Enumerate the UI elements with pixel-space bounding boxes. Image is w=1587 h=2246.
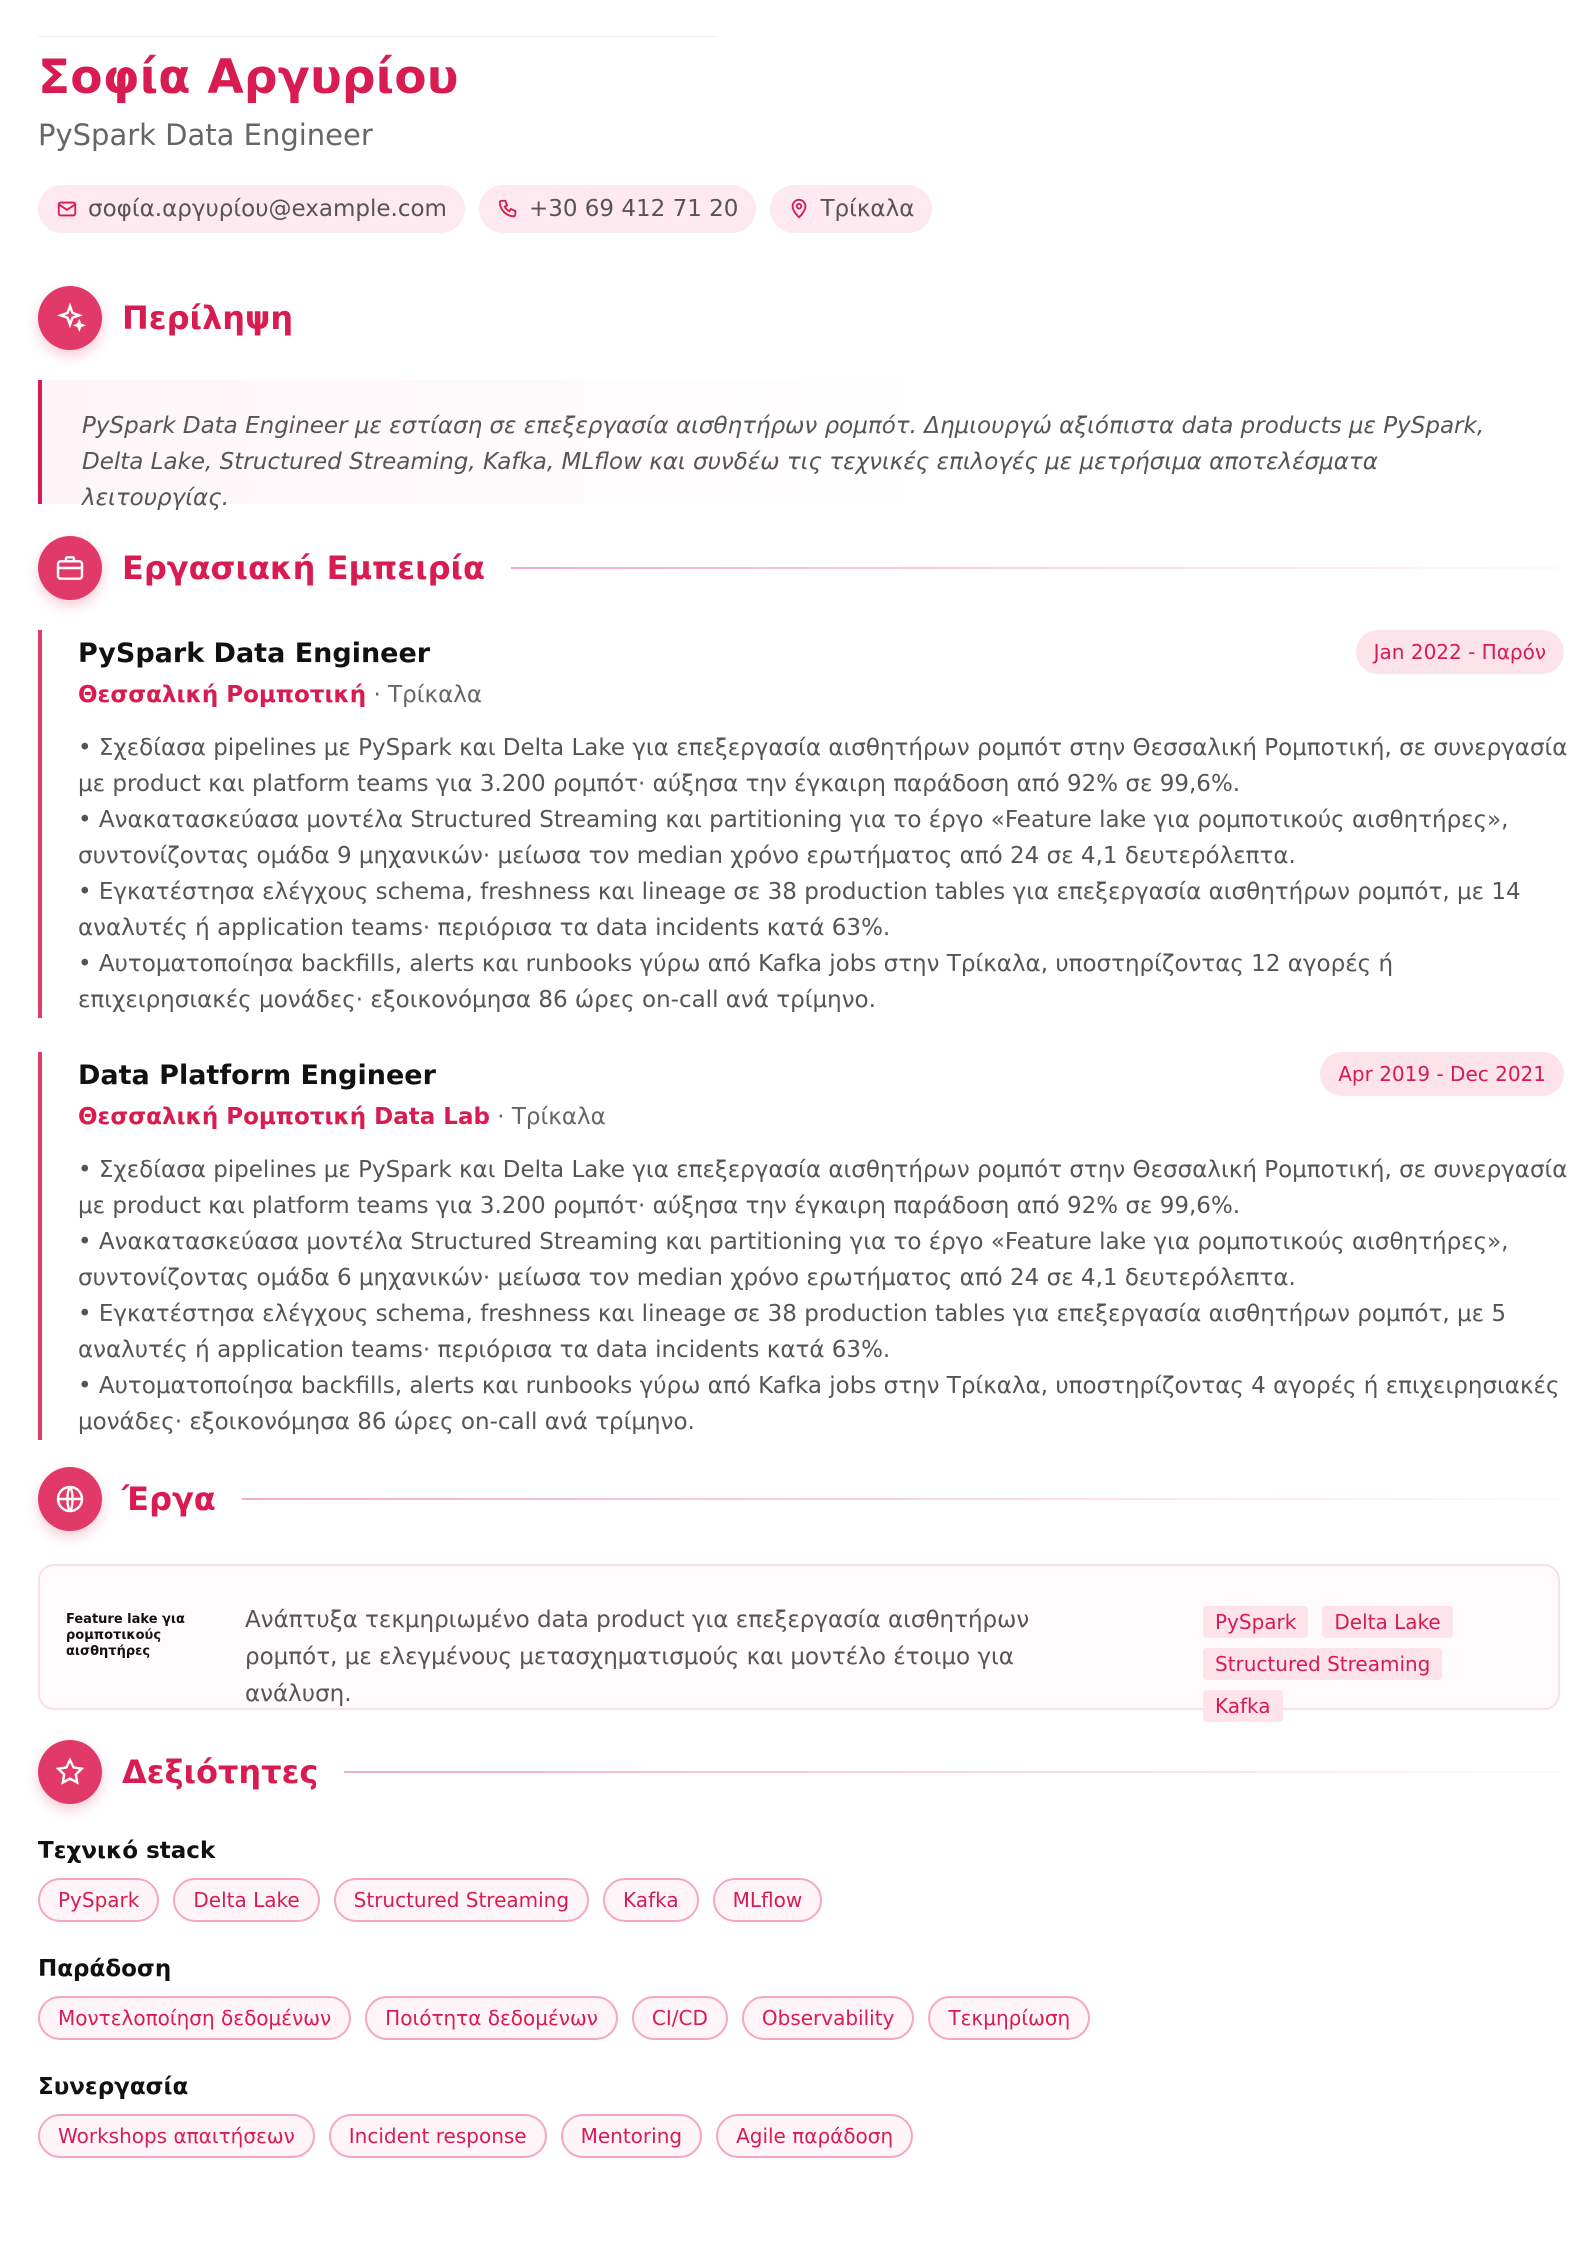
summary-text: PySpark Data Engineer με εστίαση σε επεξεργασία αισθητήρων ρομπότ. Δημιουργώ αξιόπιστα data products με PySpark, Delta Lake, Structured Streaming, Kafka, MLflow και συνδέω τις τεχνικές επιλογές με μετρήσιμα αποτελέσματα λειτουργίας. (82, 413, 1485, 511)
location-pin-icon (788, 198, 810, 220)
contact-location (770, 185, 932, 233)
job-bullet: • Σχεδίασα pipelines με PySpark και Delta Lake για επεξεργασία αισθητήρων ρομπότ στην Θεσσαλική Ρομποτική, σε συνεργασία με product και platform teams για 3.200 ρομπότ· αύξησα την έγκαιρη παράδοση από 92% σε 99,6%. (78, 735, 1568, 797)
contact-email-text: σοφία.αργυρίου@example.com (88, 196, 447, 222)
globe-icon (38, 1467, 102, 1531)
job-company: Θεσσαλική Ρομποτική Data Lab (78, 1104, 490, 1130)
job-entry (38, 1052, 1568, 1440)
project-card (38, 1564, 1560, 1718)
project-tag: Delta Lake (1322, 1606, 1452, 1638)
section-divider (242, 1498, 1560, 1500)
contact-phone-text: +30 69 412 71 20 (528, 196, 739, 222)
projects-heading (38, 1467, 1560, 1531)
job-dates-badge: Jan 2022 - Παρόν (1356, 630, 1564, 674)
candidate-name: Σοφία Αργυρίου (38, 50, 459, 105)
job-bullet: • Ανακατασκεύασα μοντέλα Structured Streaming και partitioning για το έργο «Feature lake για ρομποτικούς αισθητήρες», συντονίζοντας ομάδα 9 μηχανικών· μείωσα τον median χρόνο ερωτήματος από 24 σε 4,1 δευτερόλεπτα. (78, 807, 1509, 869)
section-divider (344, 1771, 1560, 1773)
skill-chip: Τεκμηρίωση (928, 1996, 1090, 2040)
skill-chip: Structured Streaming (334, 1878, 589, 1922)
contact-location-text: Τρίκαλα (820, 196, 915, 222)
job-entry (38, 630, 1568, 1018)
projects-title: Έργα (122, 1480, 216, 1518)
job-title: Data Platform Engineer (78, 1060, 436, 1091)
skill-chip: Kafka (603, 1878, 699, 1922)
skill-chip: Delta Lake (173, 1878, 319, 1922)
skill-chip: Observability (742, 1996, 915, 2040)
summary-title: Περίληψη (122, 299, 294, 337)
skill-chips (38, 1878, 822, 1922)
job-bullets (78, 1152, 1568, 1440)
summary-heading (38, 286, 1560, 350)
skills-heading (38, 1740, 1560, 1804)
job-bullets (78, 730, 1568, 1018)
skill-chip: Agile παράδοση (716, 2114, 913, 2158)
skill-chip: MLflow (713, 1878, 823, 1922)
skill-group-label: Τεχνικό stack (38, 1838, 216, 1864)
briefcase-icon (38, 536, 102, 600)
phone-icon (497, 198, 519, 220)
job-bullet: • Αυτοματοποίησα backfills, alerts και runbooks γύρω από Kafka jobs στην Τρίκαλα, υποστηρίζοντας 4 αγορές ή επιχειρησιακές μονάδες· εξοικονόμησα 86 ώρες on-call ανά τρίμηνο. (78, 1373, 1560, 1435)
skill-chip: Mentoring (561, 2114, 702, 2158)
job-bullet: • Εγκατέστησα ελέγχους schema, freshness και lineage σε 38 production tables για επεξεργασία αισθητήρων ρομπότ, με 5 αναλυτές ή application teams· περιόρισα τα data incidents κατά 63%. (78, 1301, 1506, 1363)
job-bullet: • Αυτοματοποίησα backfills, alerts και runbooks γύρω από Kafka jobs στην Τρίκαλα, υποστηρίζοντας 12 αγορές ή επιχειρησιακές μονάδες· εξοικονόμησα 86 ώρες on-call ανά τρίμηνο. (78, 951, 1394, 1013)
skill-chip: Ποιότητα δεδομένων (365, 1996, 618, 2040)
job-title: PySpark Data Engineer (78, 638, 431, 669)
project-tag: Structured Streaming (1203, 1648, 1442, 1680)
project-description: Ανάπτυξα τεκμηριωμένο data product για επεξεργασία αισθητήρων ρομπότ, με ελεγμένους μετασχηματισμούς και μοντέλο έτοιμο για ανάλυση. (245, 1607, 1030, 1707)
project-tag: PySpark (1203, 1606, 1308, 1638)
job-location: · Τρίκαλα (366, 682, 483, 708)
header-divider (38, 36, 718, 37)
skill-chip: CI/CD (632, 1996, 728, 2040)
skills-title: Δεξιότητες (122, 1753, 319, 1791)
skill-chips (38, 2114, 913, 2158)
skill-chips (38, 1996, 1090, 2040)
contact-phone[interactable] (479, 185, 756, 233)
job-dates-badge: Apr 2019 - Dec 2021 (1320, 1052, 1564, 1096)
skill-group-label: Παράδοση (38, 1956, 172, 1982)
skill-chip: Μοντελοποίηση δεδομένων (38, 1996, 351, 2040)
candidate-role: PySpark Data Engineer (38, 118, 373, 152)
project-tag: Kafka (1203, 1690, 1283, 1722)
contact-list (38, 185, 932, 233)
sparkle-icon (38, 286, 102, 350)
experience-heading (38, 536, 1560, 600)
skill-chip: Workshops απαιτήσεων (38, 2114, 315, 2158)
experience-title: Εργασιακή Εμπειρία (122, 549, 485, 587)
job-bullet: • Σχεδίασα pipelines με PySpark και Delta Lake για επεξεργασία αισθητήρων ρομπότ στην Θεσσαλική Ρομποτική, σε συνεργασία με product και platform teams για 3.200 ρομπότ· αύξησα την έγκαιρη παράδοση από 92% σε 99,6%. (78, 1157, 1568, 1219)
star-icon (38, 1740, 102, 1804)
skill-group-label: Συνεργασία (38, 2074, 189, 2100)
job-bullet: • Ανακατασκεύασα μοντέλα Structured Streaming και partitioning για το έργο «Feature lake για ρομποτικούς αισθητήρες», συντονίζοντας ομάδα 6 μηχανικών· μείωσα τον median χρόνο ερωτήματος από 24 σε 4,1 δευτερόλεπτα. (78, 1229, 1509, 1291)
job-bullet: • Εγκατέστησα ελέγχους schema, freshness και lineage σε 38 production tables για επεξεργασία αισθητήρων ρομπότ, με 14 αναλυτές ή application teams· περιόρισα τα data incidents κατά 63%. (78, 879, 1521, 941)
skill-chip: Incident response (329, 2114, 547, 2158)
mail-icon (56, 198, 78, 220)
job-location: · Τρίκαλα (489, 1104, 606, 1130)
summary-box (38, 380, 1522, 511)
skill-chip: PySpark (38, 1878, 159, 1922)
section-divider (511, 567, 1560, 569)
job-company: Θεσσαλική Ρομποτική (78, 682, 367, 708)
project-name: Feature lake για ρομποτικούς αισθητήρες (66, 1612, 185, 1659)
project-tags (1203, 1606, 1533, 1722)
contact-email[interactable] (38, 185, 465, 233)
job-company-line (78, 1104, 606, 1130)
job-company-line (78, 682, 482, 708)
